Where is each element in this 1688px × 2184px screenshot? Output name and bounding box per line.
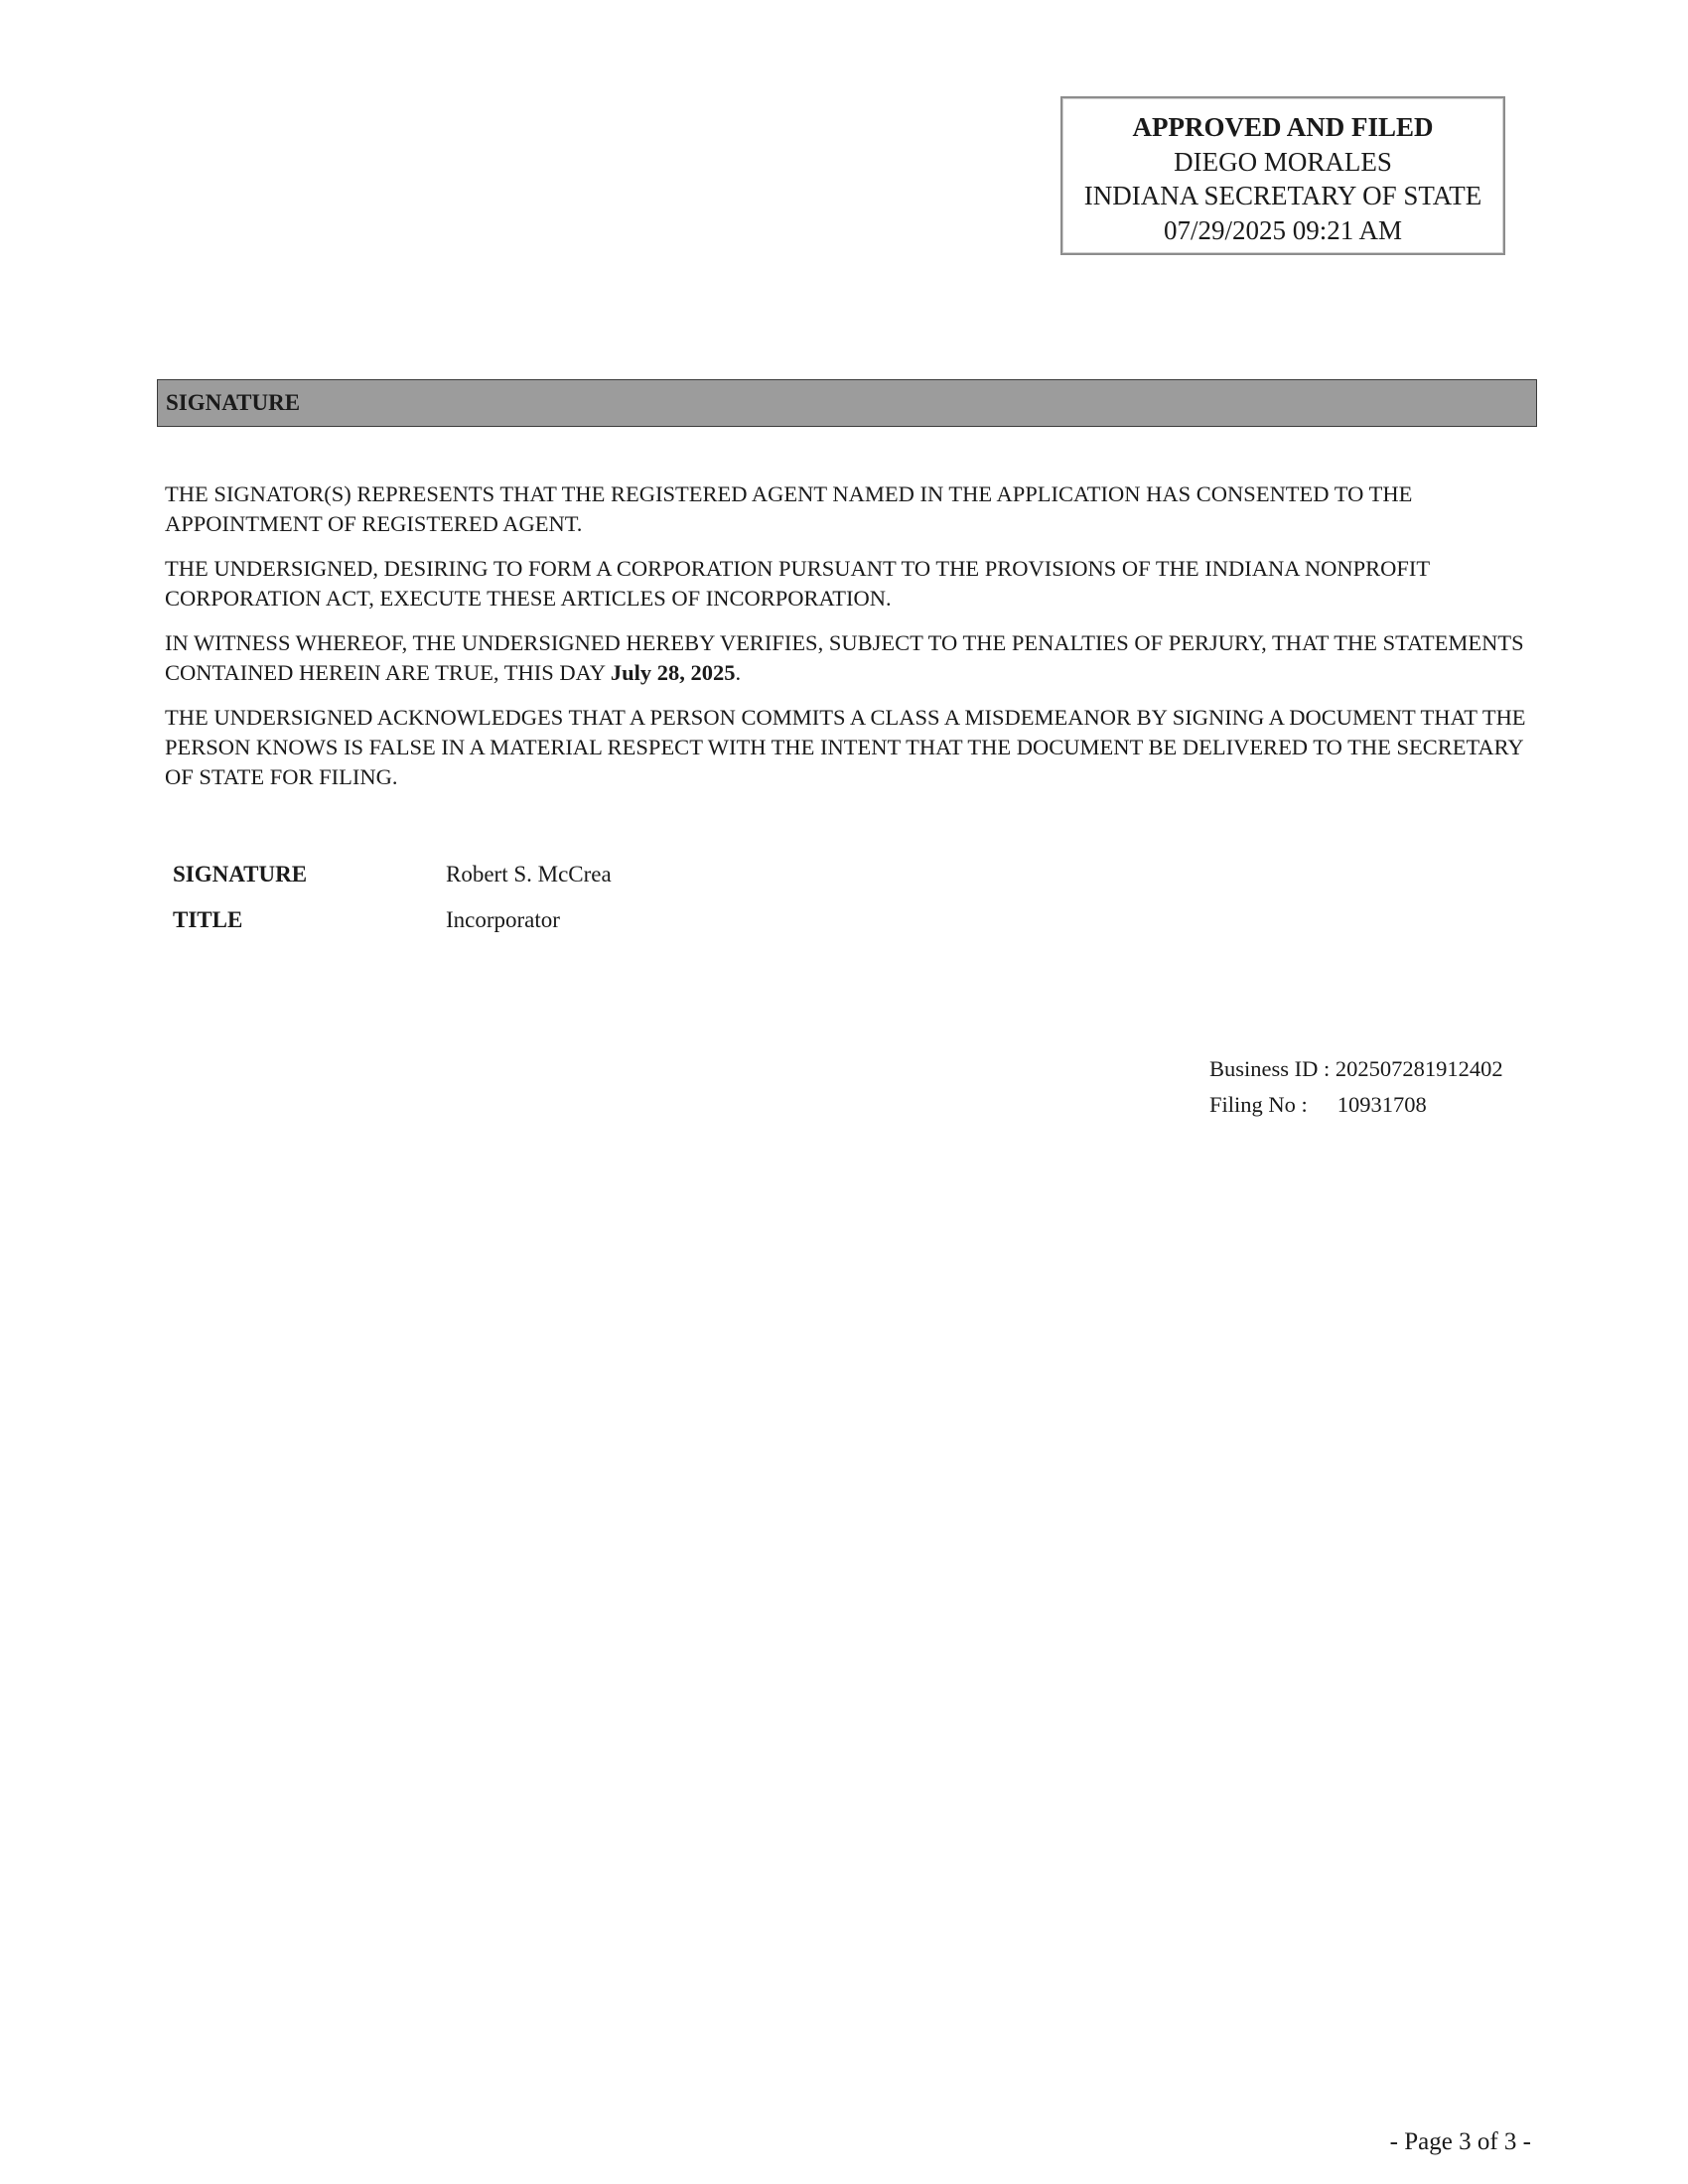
approval-stamp [1060,96,1505,255]
business-id-row [1209,1051,1527,1087]
signature-value: Robert S. McCrea [446,862,612,887]
stamp-datetime: 07/29/2025 09:21 AM [1163,214,1403,245]
section-title: SIGNATURE [166,390,301,415]
verification-text: IN WITNESS WHEREOF, THE UNDERSIGNED HEREBY VERIFIES, SUBJECT TO THE PENALTIES OF PERJURY, THAT THE STATEMENTS CONTAINED HEREIN ARE TRUE, THIS DAY [165,630,1524,685]
section-header-signature [157,379,1537,427]
stamp-office: INDIANA SECRETARY OF STATE [1083,181,1482,210]
filing-no-row [1209,1087,1527,1123]
consent-paragraph: THE SIGNATOR(S) REPRESENTS THAT THE REGISTERED AGENT NAMED IN THE APPLICATION HAS CONSENTED TO THE APPOINTMENT OF REGISTERED AGENT. [165,481,1413,536]
stamp-status: APPROVED AND FILED [1132,112,1434,142]
filing-no-label: Filing No : [1209,1092,1308,1117]
business-id-label: Business ID : [1209,1056,1331,1081]
stamp-official: DIEGO MORALES [1174,146,1392,177]
verification-period: . [735,660,742,685]
page-number: - Page 3 of 3 - [1389,2128,1531,2155]
business-id-value: 202507281912402 [1335,1056,1503,1081]
statement-paragraphs [165,479,1535,807]
formation-paragraph: THE UNDERSIGNED, DESIRING TO FORM A CORPORATION PURSUANT TO THE PROVISIONS OF THE INDIANA NONPROFIT CORPORATION ACT, EXECUTE THESE ARTICLES OF INCORPORATION. [165,556,1430,611]
misdemeanor-paragraph: THE UNDERSIGNED ACKNOWLEDGES THAT A PERSON COMMITS A CLASS A MISDEMEANOR BY SIGNING A DOCUMENT THAT THE PERSON KNOWS IS FALSE IN A MATERIAL RESPECT WITH THE INTENT THAT THE DOCUMENT BE DELIVERED TO THE SECRETARY OF STATE FOR FILING. [165,705,1526,789]
title-label: TITLE [173,907,243,932]
title-value: Incorporator [446,907,560,932]
verification-date: July 28, 2025 [610,660,736,685]
filing-references [1209,1051,1527,1123]
filing-no-value: 10931708 [1336,1092,1427,1117]
verification-paragraph [165,628,1535,688]
signature-label: SIGNATURE [173,862,308,887]
